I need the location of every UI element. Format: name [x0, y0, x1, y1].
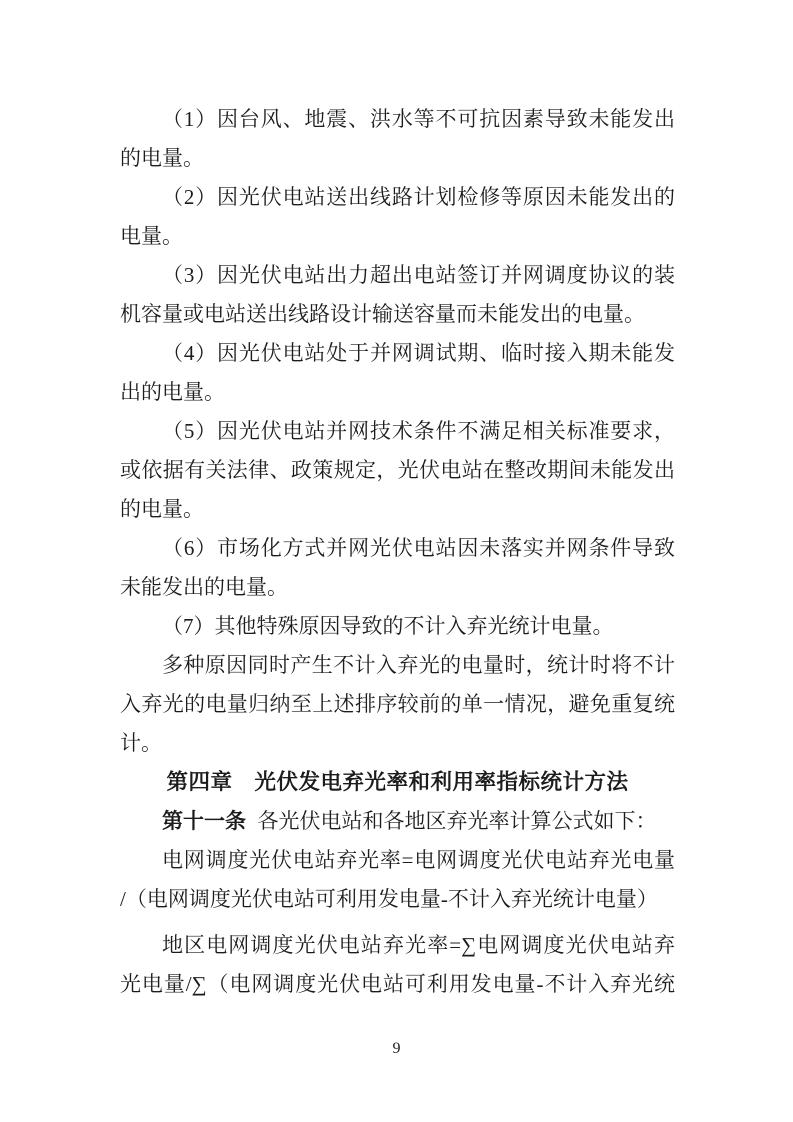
body-line: 未能发出的电量。 — [120, 575, 288, 599]
body-line: 的电量。 — [120, 146, 204, 170]
body-line: 机容量或电站送出线路设计输送容量而未能发出的电量。 — [120, 302, 645, 326]
formula-line: /（电网调度光伏电站可利用发电量-不计入弃光统计电量） — [120, 887, 658, 911]
body-line: 电量。 — [120, 224, 183, 248]
document-body — [120, 100, 675, 1004]
body-line: 多种原因同时产生不计入弃光的电量时，统计时将不计 — [162, 653, 675, 677]
body-line: （4）因光伏电站处于并网调试期、临时接入期未能发 — [162, 341, 675, 365]
chapter-heading: 第四章 光伏发电弃光率和利用率指标统计方法 — [166, 770, 629, 794]
article-line — [120, 802, 675, 841]
body-line: 的电量。 — [120, 497, 204, 521]
formula-line: 光电量/∑（电网调度光伏电站可利用发电量-不计入弃光统 — [120, 972, 675, 996]
formula-line: 电网调度光伏电站弃光率=电网调度光伏电站弃光电量 — [162, 848, 675, 872]
article-number: 第十一条 — [162, 810, 246, 833]
body-line: 或依据有关法律、政策规定，光伏电站在整改期间未能发出 — [120, 458, 675, 482]
body-line: （6）市场化方式并网光伏电站因未落实并网条件导致 — [162, 536, 675, 560]
body-line: （1）因台风、地震、洪水等不可抗因素导致未能发出 — [162, 107, 675, 131]
article-text: 各光伏电站和各地区弃光率计算公式如下： — [257, 809, 657, 833]
body-line: 出的电量。 — [120, 380, 225, 404]
body-line: （2）因光伏电站送出线路计划检修等原因未能发出的 — [162, 185, 675, 209]
body-line: （5）因光伏电站并网技术条件不满足相关标准要求， — [162, 419, 675, 443]
body-line: 计。 — [120, 731, 162, 755]
body-line: （7）其他特殊原因导致的不计入弃光统计电量。 — [162, 614, 614, 638]
body-line: 入弃光的电量归纳至上述排序较前的单一情况，避免重复统 — [120, 692, 675, 716]
page-number: 9 — [392, 1040, 401, 1057]
formula-line: 地区电网调度光伏电站弃光率=∑电网调度光伏电站弃 — [162, 933, 675, 957]
body-line: （3）因光伏电站出力超出电站签订并网调度协议的装 — [162, 263, 675, 287]
